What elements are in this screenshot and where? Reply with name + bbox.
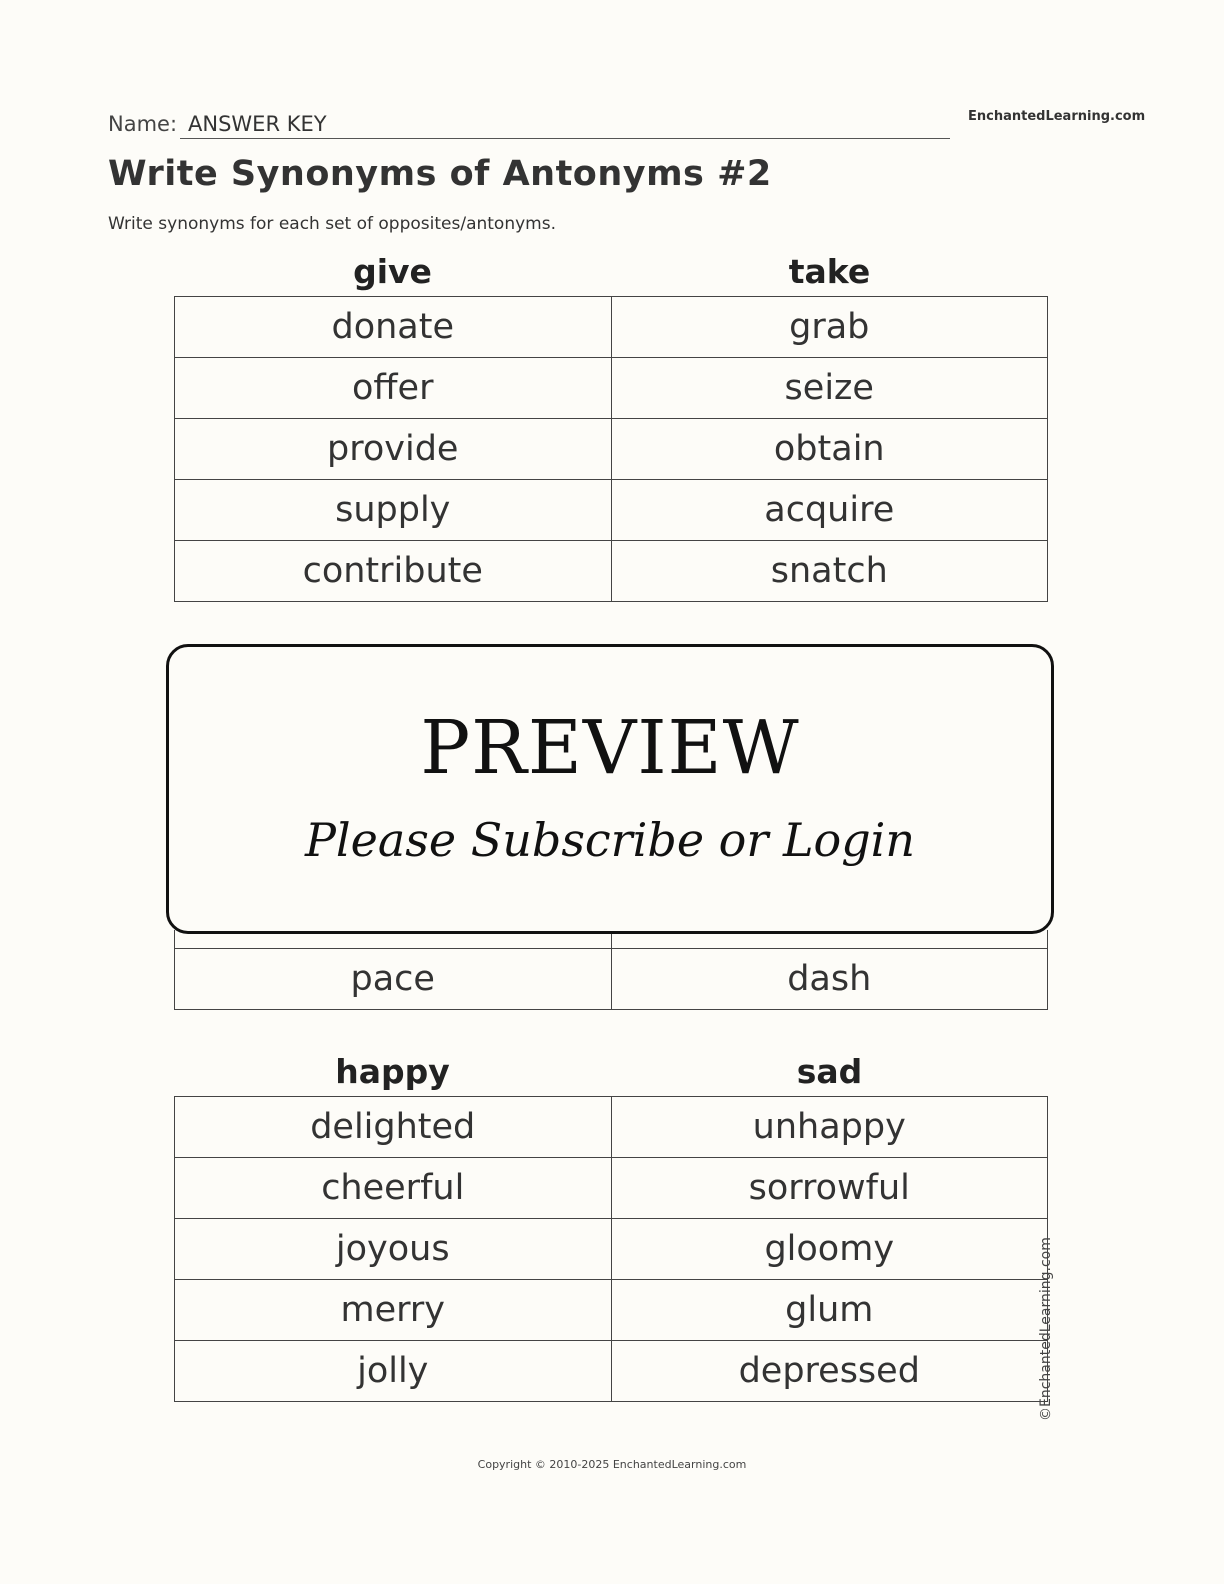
table-row [175,297,1048,358]
synonym-cell-left: merry [175,1280,612,1341]
synonym-table-partial [174,930,1048,1010]
synonym-cell-left: donate [175,297,612,358]
synonym-cell-right: grab [611,297,1048,358]
copyright-footer: Copyright © 2010-2025 EnchantedLearning.com [477,1458,747,1471]
synonym-table [174,1096,1048,1402]
synonym-cell-right: unhappy [611,1097,1048,1158]
instructions: Write synonyms for each set of opposites/antonyms. [108,214,556,234]
synonym-cell-left: offer [175,358,612,419]
antonym-left-word: give [353,252,432,291]
synonym-cell-right: depressed [611,1341,1048,1402]
name-field [180,108,950,139]
synonym-cell-right: sorrowful [611,1158,1048,1219]
name-label: Name: [108,112,178,136]
page-title: Write Synonyms of Antonyms #2 [108,154,772,194]
preview-title: PREVIEW [420,705,800,791]
side-watermark: ©EnchantedLearning.com [1038,1237,1054,1421]
name-value: ANSWER KEY [188,112,327,136]
synonym-cell-right: seize [611,358,1048,419]
antonym-section-give-take [174,252,1048,602]
synonym-cell-left: provide [175,419,612,480]
synonym-cell-left: contribute [175,541,612,602]
table-row [175,1158,1048,1219]
antonym-right-word: sad [796,1052,863,1091]
table-row [175,1219,1048,1280]
synonym-cell-left: pace [175,949,612,1010]
table-row [175,541,1048,602]
preview-overlay [166,644,1054,934]
synonym-cell-right: snatch [611,541,1048,602]
table-row [175,480,1048,541]
synonym-cell-right: obtain [611,419,1048,480]
table-row [175,949,1048,1010]
synonym-cell-right: acquire [611,480,1048,541]
synonym-cell-left: cheerful [175,1158,612,1219]
synonym-cell-right: gloomy [611,1219,1048,1280]
antonym-left-word: happy [335,1052,450,1091]
section-headers [174,252,1048,296]
antonym-section-happy-sad [174,1052,1048,1402]
antonym-right-word: take [788,252,871,291]
preview-subtitle: Please Subscribe or Login [304,813,916,867]
synonym-cell-right: dash [611,949,1048,1010]
table-row [175,358,1048,419]
synonym-cell-left: delighted [175,1097,612,1158]
synonym-cell-left: joyous [175,1219,612,1280]
table-row [175,1097,1048,1158]
section-headers [174,1052,1048,1096]
synonym-cell-left: jolly [175,1341,612,1402]
synonym-cell-left: supply [175,480,612,541]
name-row [108,108,950,140]
synonym-table [174,296,1048,602]
synonym-cell-right: glum [611,1280,1048,1341]
site-logo: EnchantedLearning.com [968,109,1146,124]
table-row [175,1341,1048,1402]
table-row [175,1280,1048,1341]
table-row [175,419,1048,480]
antonym-section-hidden [174,930,1048,1010]
